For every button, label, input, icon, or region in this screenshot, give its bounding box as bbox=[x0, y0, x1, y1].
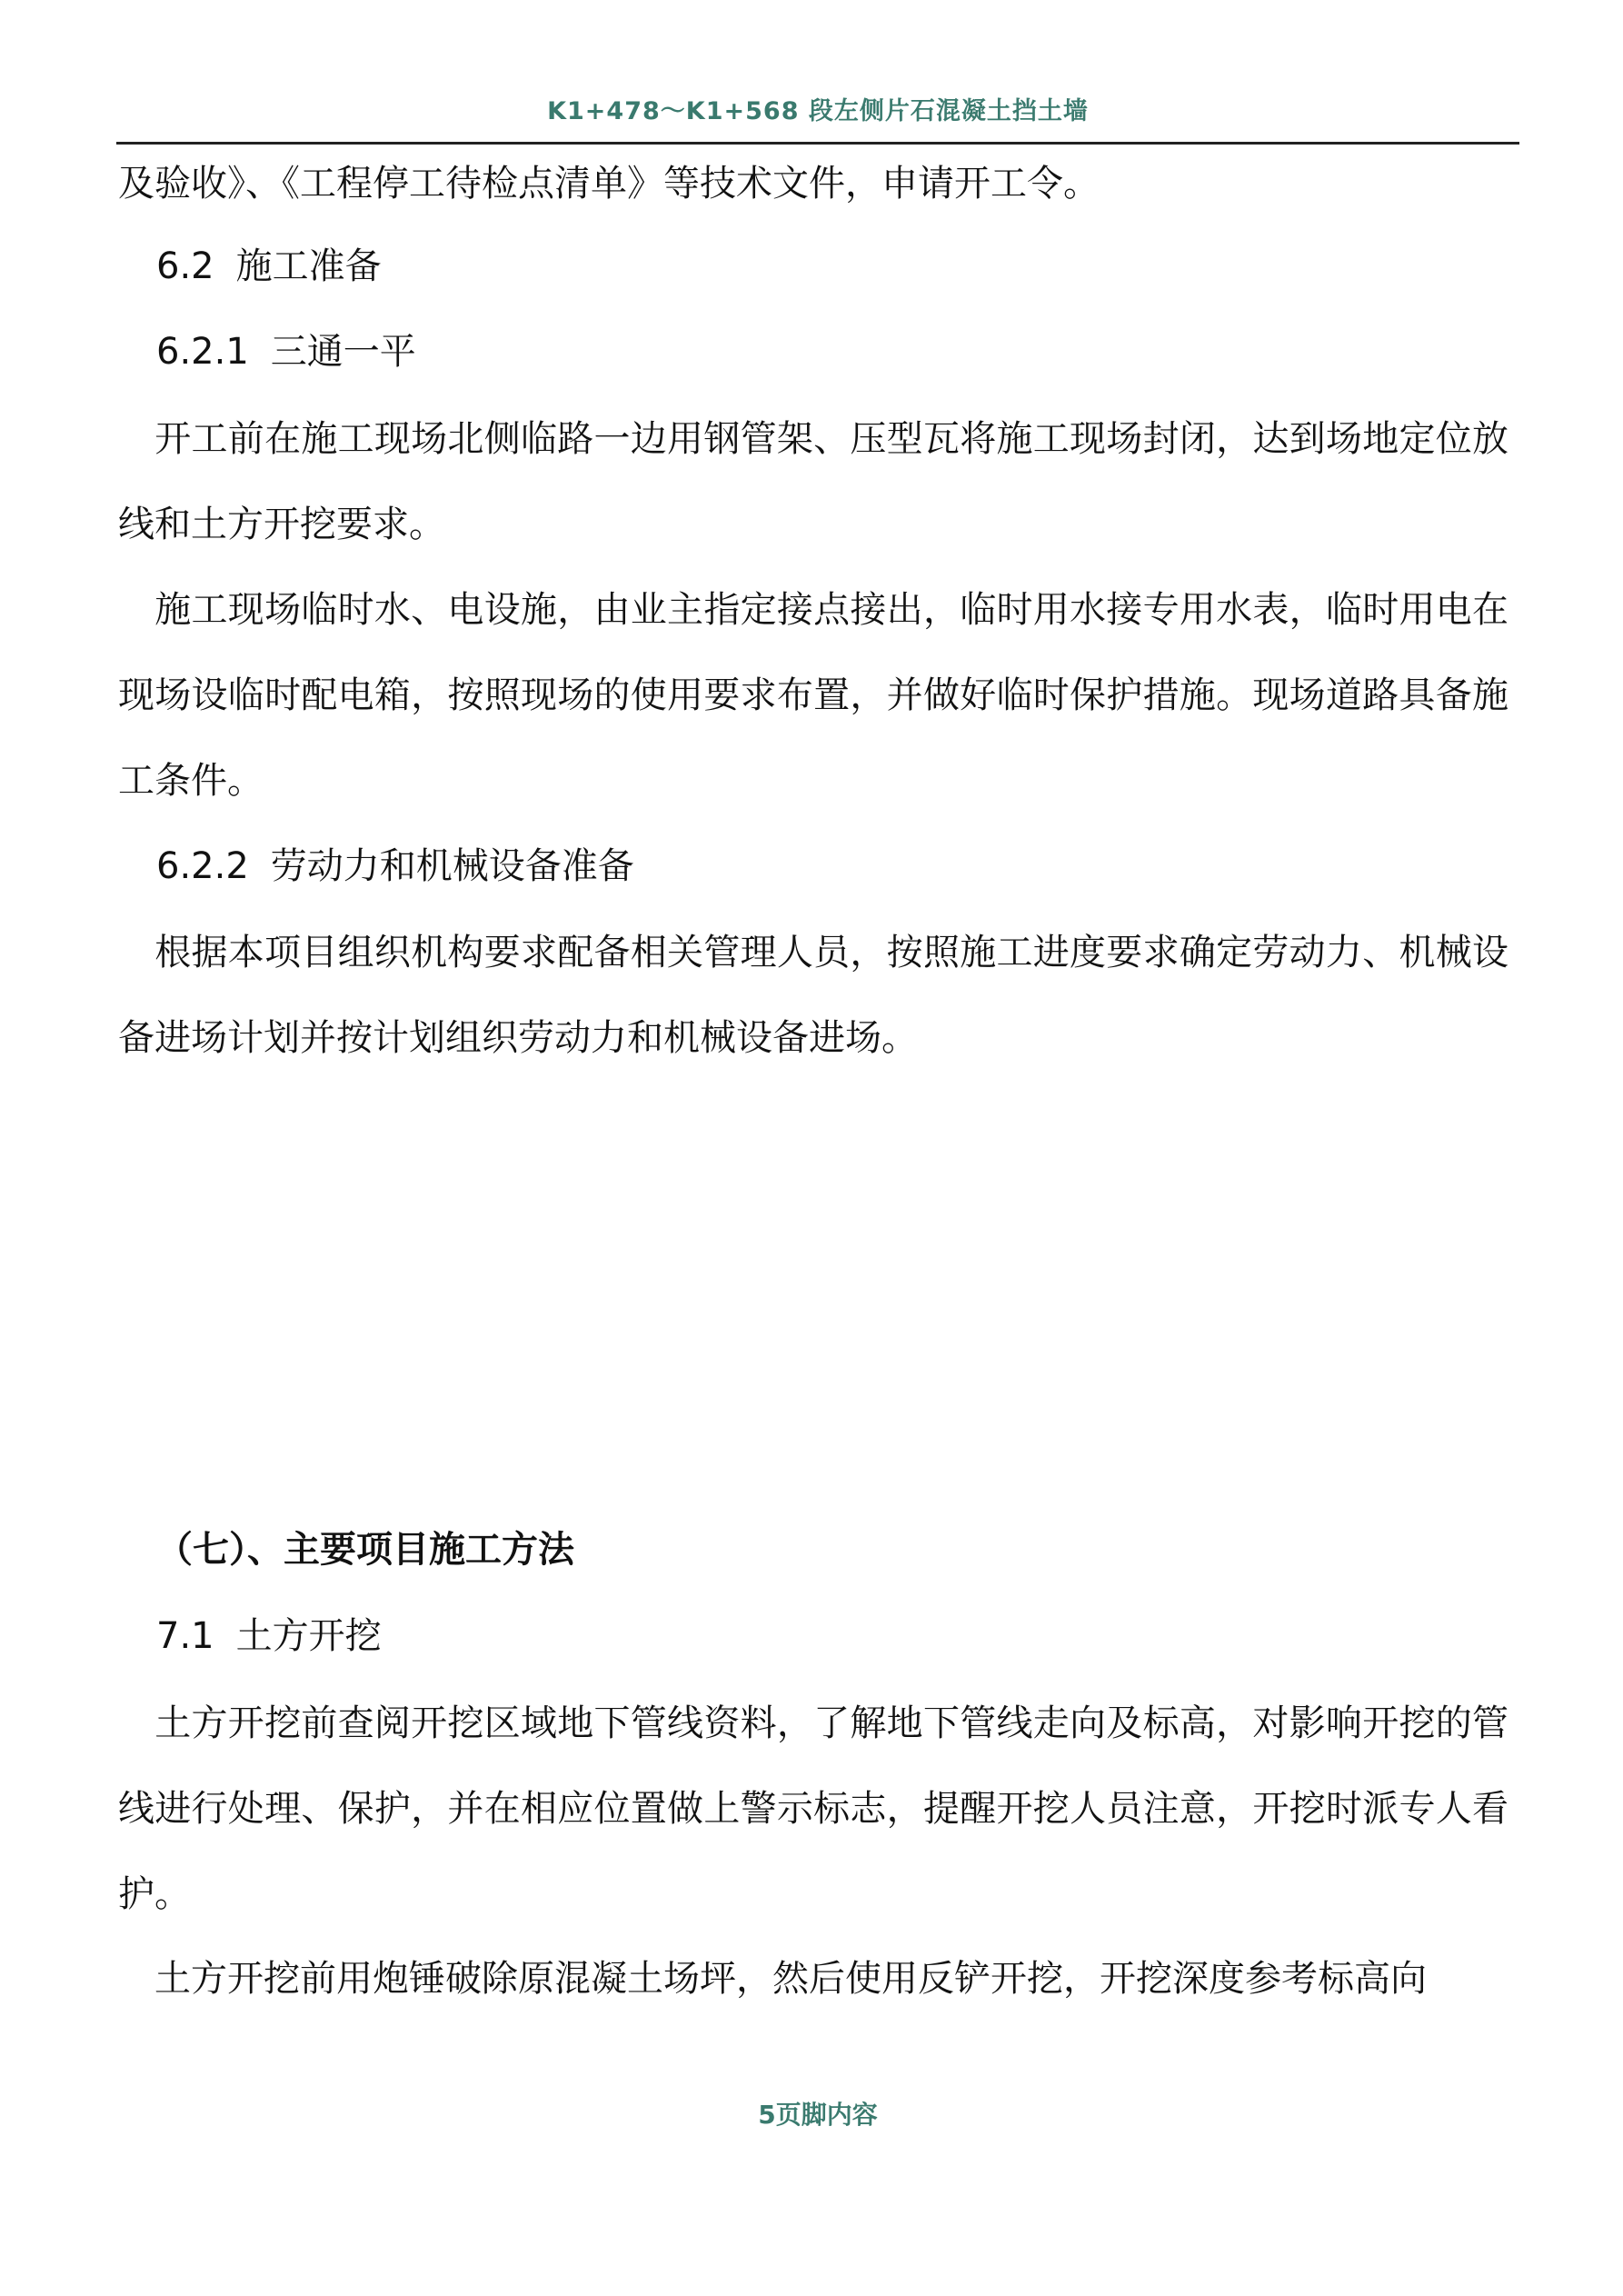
section-number: 6.2.1 bbox=[156, 331, 249, 373]
section-heading-6-2 bbox=[156, 244, 382, 289]
section-heading-6-2-1 bbox=[156, 329, 416, 374]
page-footer: 5页脚内容 bbox=[758, 2100, 878, 2130]
section-heading-6-2-2 bbox=[156, 844, 634, 889]
section-number: 6.2 bbox=[156, 245, 214, 287]
paragraph-site-enclosure: 开工前在施工现场北侧临路一边用钢管架、压型瓦将施工现场封闭，达到场地定位放线和土方开挖要求。 bbox=[118, 418, 1508, 545]
paragraph-excavation-method: 土方开挖前用炮锤破除原混凝土场坪，然后使用反铲开挖，开挖深度参考标高向 bbox=[118, 1958, 1427, 2000]
section-heading-7-1 bbox=[156, 1613, 382, 1659]
section-title: 劳动力和机械设备准备 bbox=[270, 845, 634, 887]
section-number: 6.2.2 bbox=[156, 845, 249, 887]
section-title: 土方开挖 bbox=[235, 1615, 382, 1657]
section-number: 7.1 bbox=[156, 1615, 214, 1657]
section-title: 施工准备 bbox=[235, 245, 382, 287]
paragraph-pipeline-survey: 土方开挖前查阅开挖区域地下管线资料，了解地下管线走向及标高，对影响开挖的管线进行处理、保护，并在相应位置做上警示标志，提醒开挖人员注意，开挖时派专人看护。 bbox=[118, 1702, 1508, 1915]
chapter-heading-7: （七）、主要项目施工方法 bbox=[156, 1528, 574, 1571]
section-title: 三通一平 bbox=[270, 331, 416, 373]
page-header: K1+478～K1+568 段左侧片石混凝土挡土墙 bbox=[547, 97, 1089, 125]
paragraph-continuation: 及验收》、《工程停工待检点清单》等技术文件，申请开工令。 bbox=[118, 163, 1100, 205]
paragraph-temporary-utilities: 施工现场临时水、电设施，由业主指定接点接出，临时用水接专用水表，临时用电在现场设临时配电箱，按照现场的使用要求布置，并做好临时保护措施。现场道路具备施工条件。 bbox=[118, 589, 1508, 802]
paragraph-labor-machinery: 根据本项目组织机构要求配备相关管理人员，按照施工进度要求确定劳动力、机械设备进场计划并按计划组织劳动力和机械设备进场。 bbox=[118, 932, 1508, 1059]
